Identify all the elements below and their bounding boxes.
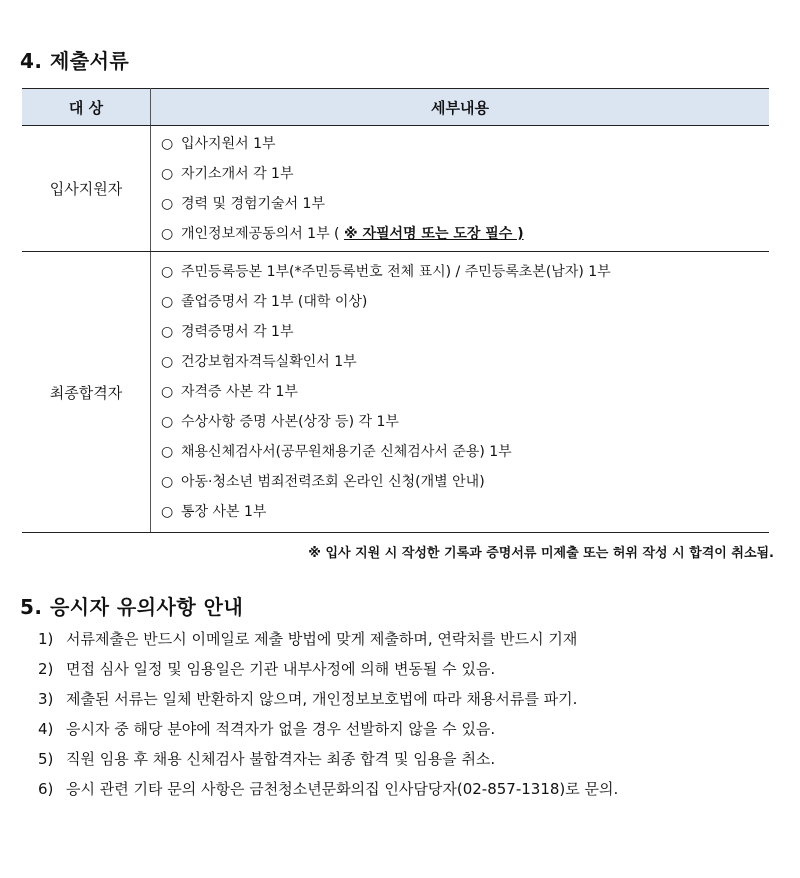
list-item [38, 684, 618, 714]
item-text: 자기소개서 각 1부 [181, 165, 294, 182]
item-text: 경력증명서 각 1부 [181, 324, 294, 340]
circle-marker-icon: ○ [161, 474, 174, 490]
table-footnote: ※ 입사 지원 시 작성한 기록과 증명서류 미제출 또는 허위 작성 시 합격이 취소됨. [308, 546, 774, 561]
list-item [161, 219, 769, 249]
list-item [38, 714, 618, 744]
item-text: 응시자 중 해당 분야에 적격자가 없을 경우 선발하지 않을 수 있음. [66, 720, 496, 738]
item-text: 응시 관련 기타 문의 사항은 금천청소년문화의집 인사담당자(02-857-1318)로 문의. [66, 780, 619, 798]
list-item [38, 744, 618, 774]
list-item [161, 347, 769, 377]
list-item [38, 774, 618, 804]
circle-marker-icon: ○ [161, 165, 174, 182]
circle-marker-icon: ○ [161, 324, 174, 340]
circle-marker-icon: ○ [161, 225, 174, 242]
table-row-final [22, 252, 769, 533]
list-item [161, 407, 769, 437]
item-text: 직원 임용 후 채용 신체검사 불합격자는 최종 합격 및 임용을 취소. [66, 750, 496, 768]
table-header-row [22, 89, 769, 126]
detail-final [151, 252, 770, 533]
item-text: 서류제출은 반드시 이메일로 제출 방법에 맞게 제출하며, 연락처를 반드시 기재 [66, 630, 578, 648]
category-applicants: 입사지원자 [22, 126, 151, 252]
list-item [161, 497, 769, 527]
item-text: 제출된 서류는 일체 반환하지 않으며, 개인정보보호법에 따라 채용서류를 파기. [66, 690, 578, 708]
item-text: 건강보험자격득실확인서 1부 [181, 354, 357, 370]
list-item [161, 437, 769, 467]
item-text: 자격증 사본 각 1부 [181, 384, 298, 400]
list-item [161, 287, 769, 317]
list-item [38, 624, 618, 654]
item-text: 경력 및 경험기술서 1부 [181, 195, 325, 212]
item-text: 입사지원서 1부 [181, 135, 276, 152]
header-target: 대 상 [22, 89, 151, 126]
item-text: 통장 사본 1부 [181, 504, 267, 520]
circle-marker-icon: ○ [161, 444, 174, 460]
signature-required-note: ※ 자필서명 또는 도장 필수 ) [343, 225, 524, 242]
item-number: 4) [38, 720, 54, 738]
documents-table [22, 88, 769, 533]
circle-marker-icon: ○ [161, 195, 174, 212]
item-text: 면접 심사 일정 및 임용일은 기관 내부사정에 의해 변동될 수 있음. [66, 660, 496, 678]
list-item [38, 654, 618, 684]
circle-marker-icon: ○ [161, 384, 174, 400]
list-item [161, 377, 769, 407]
section-5-title: 5. 응시자 유의사항 안내 [20, 595, 244, 619]
item-text: 졸업증명서 각 1부 (대학 이상) [181, 294, 368, 310]
circle-marker-icon: ○ [161, 354, 174, 370]
circle-marker-icon: ○ [161, 414, 174, 430]
item-number: 3) [38, 690, 54, 708]
table-row-applicants [22, 126, 769, 252]
list-item [161, 317, 769, 347]
item-text: 채용신체검사서(공무원채용기준 신체검사서 준용) 1부 [181, 444, 512, 460]
item-number: 1) [38, 630, 54, 648]
list-item [161, 129, 769, 159]
item-number: 5) [38, 750, 54, 768]
item-number: 2) [38, 660, 54, 678]
item-text: 수상사항 증명 사본(상장 등) 각 1부 [181, 414, 399, 430]
list-item [161, 189, 769, 219]
circle-marker-icon: ○ [161, 135, 174, 152]
circle-marker-icon: ○ [161, 504, 174, 520]
circle-marker-icon: ○ [161, 264, 174, 280]
header-detail: 세부내용 [151, 89, 770, 126]
category-final: 최종합격자 [22, 252, 151, 533]
section-4-title: 4. 제출서류 [20, 49, 130, 73]
list-item [161, 467, 769, 497]
list-item [161, 159, 769, 189]
circle-marker-icon: ○ [161, 294, 174, 310]
list-item [161, 257, 769, 287]
item-text: 개인정보제공동의서 1부 ( [181, 225, 344, 242]
notice-list [38, 624, 618, 804]
item-number: 6) [38, 780, 54, 798]
item-text: 주민등록등본 1부(*주민등록번호 전체 표시) / 주민등록초본(남자) 1부 [181, 264, 611, 280]
item-text: 아동·청소년 범죄전력조회 온라인 신청(개별 안내) [181, 474, 485, 490]
detail-applicants [151, 126, 770, 252]
